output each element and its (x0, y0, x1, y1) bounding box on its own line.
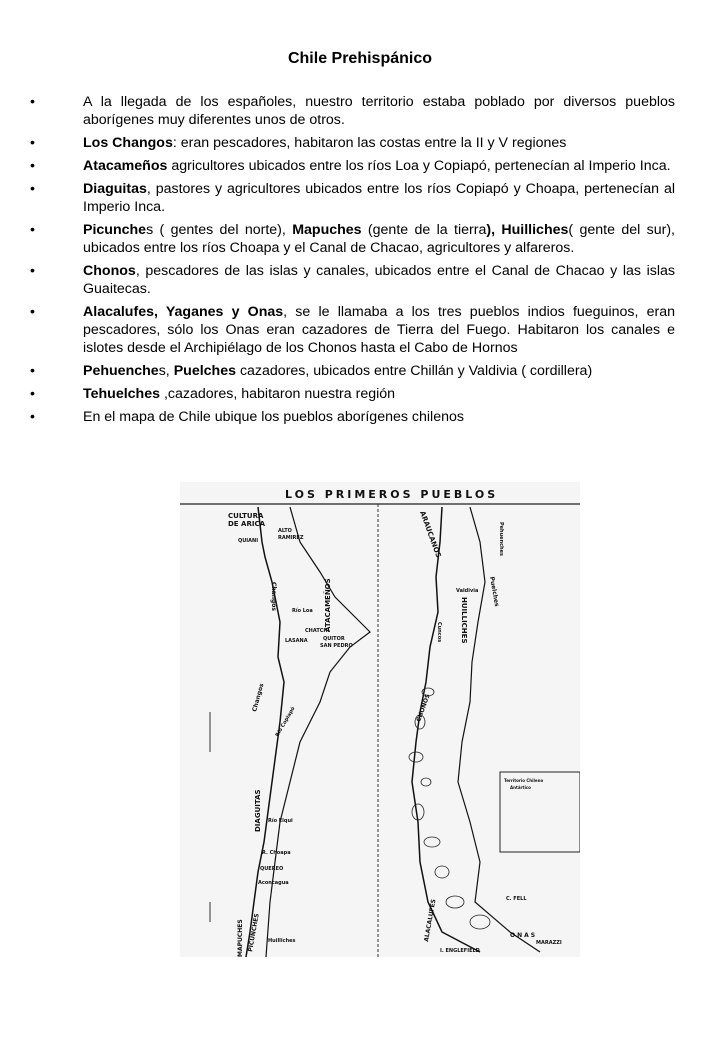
label-territorio: Territorio Chileno (504, 778, 544, 783)
label-atacamenos: ATACAMEÑOS (324, 578, 332, 632)
bullet-item (30, 93, 675, 129)
label-rio-loa: Río Loa (292, 608, 313, 614)
label-puelches: Puelches (488, 576, 501, 608)
label-chonos: CHONOS (415, 693, 432, 723)
label-huilliches-north: Huilliches (268, 938, 296, 944)
bold-text-run: Alacalufes, Yaganes y Onas (83, 304, 284, 320)
label-changos-1: Changos (270, 582, 277, 611)
label-mapuches: MAPUCHES (237, 919, 244, 957)
bullet-item (30, 408, 675, 426)
bullet-item (30, 134, 675, 152)
label-onas: ONAS (510, 932, 538, 939)
map-drawing (180, 482, 580, 957)
bullet-item (30, 180, 675, 216)
text-run: (gente de la tierra (361, 222, 487, 238)
label-r-choapa: R. Choapa (262, 850, 291, 856)
bold-text-run: Los Changos (83, 135, 173, 151)
label-antartico: Antártico (510, 785, 531, 790)
south-border (458, 507, 540, 952)
text-run: , se le llamaba a los tres pueblos indios fueguinos, eran pescadores, sólo los Onas eran cazadores de Tierra del Fuego. Habitaron los canales e islotes desde el Archipiélago de los Chonos hasta el Cabo de Hornos (83, 304, 675, 356)
bullet-list (30, 93, 675, 431)
map-header: LOS PRIMEROS PUEBLOS (285, 488, 499, 501)
north-labels (228, 512, 353, 957)
bullet-marker: • (30, 263, 35, 279)
label-picunches: PICUNCHES (247, 912, 261, 953)
bold-text-run: Pehuenche (83, 363, 159, 379)
bullet-marker: • (30, 158, 35, 174)
map-figure (180, 482, 580, 957)
label-rio-elqui: Río Elqui (268, 818, 293, 824)
label-de-arica: DE ARICA (228, 520, 265, 528)
label-rio-copiapo: Río Copiapó (274, 705, 297, 738)
bold-text-run: Chonos (83, 263, 136, 279)
text-run: agricultores ubicados entre los ríos Loa y Copiapó, pertenecían al Imperio Inca. (167, 158, 671, 174)
text-run: : eran pescadores, habitaron las costas entre la II y V regiones (172, 135, 567, 151)
bold-text-run: Tehuelches (83, 386, 161, 402)
label-changos-2: Changos (251, 682, 266, 713)
bullet-marker: • (30, 135, 35, 151)
bullet-item (30, 303, 675, 357)
bullet-marker: • (30, 409, 35, 425)
bullet-item (30, 362, 675, 380)
bold-text-run: Puelches (173, 363, 236, 379)
label-aconcagua: Aconcagua (258, 880, 289, 886)
label-huilliches-south: HUILLICHES (460, 597, 468, 644)
label-valdivia: Valdivia (456, 588, 479, 594)
bold-text-run: Atacameños (83, 158, 168, 174)
text-run: , pastores y agricultores ubicados entre los ríos Copiapó y Choapa, pertenecían al Imperio Inca. (83, 181, 675, 215)
label-quitor: QUITOR (323, 636, 345, 642)
text-run: s, (158, 363, 174, 379)
label-pehuenches: Pehuenches (498, 522, 504, 557)
bullet-item (30, 385, 675, 403)
text-run: s ( gentes del norte), (146, 222, 293, 238)
bullet-marker: • (30, 181, 35, 197)
label-araucanos: ARAUCANOS (418, 509, 443, 559)
bullet-item (30, 262, 675, 298)
text-run: , pescadores de las islas y canales, ubicados entre el Canal de Chacao y las islas Guaitecas. (83, 263, 675, 297)
page-title: Chile Prehispánico (287, 50, 433, 67)
bullet-marker: • (30, 304, 35, 320)
text-run: ( gente del sur), ubicados entre los ríos Choapa y el Canal de Chacao, agricultores y alfareros. (83, 222, 675, 256)
text-run: A la llegada de los españoles, nuestro territorio estaba poblado por diversos pueblos aborígenes muy diferentes unos de otros. (83, 94, 675, 128)
antarctic-inset (500, 772, 580, 852)
label-cultura: CULTURA (228, 512, 264, 520)
text-run: cazadores, ubicados entre Chillán y Valdivia ( cordillera) (236, 363, 593, 379)
bullet-marker: • (30, 222, 35, 238)
label-san-pedro: SAN PEDRO (320, 643, 353, 649)
bold-text-run: Mapuches (292, 222, 362, 238)
label-englefield: I. ENGLEFIELD (440, 948, 480, 954)
label-cuncos: Cuncos (436, 622, 442, 643)
label-quiani: QUIANI (238, 538, 259, 544)
label-quereo: QUEREO (260, 866, 284, 872)
bullet-item (30, 221, 675, 257)
bold-text-run: ), Huilliches (486, 222, 569, 238)
south-coastline (412, 507, 480, 952)
label-alto: ALTO (278, 528, 292, 534)
label-marazzi: MARAZZI (536, 940, 562, 946)
label-ramirez: RAMIREZ (278, 535, 304, 541)
label-lasana: LASANA (285, 638, 308, 644)
south-labels (415, 510, 562, 954)
bullet-item (30, 157, 675, 175)
label-chatchi: CHATCHI (305, 628, 330, 634)
south-islands (409, 688, 490, 929)
text-run: ,cazadores, habitaron nuestra región (160, 386, 396, 402)
bold-text-run: Diaguitas (83, 181, 147, 197)
label-alacalufes: ALACALUFES (423, 898, 438, 943)
bold-text-run: Picunche (83, 222, 147, 238)
bullet-marker: • (30, 363, 35, 379)
label-c-fell: C. FELL (506, 896, 527, 902)
label-diaguitas: DIAGUITAS (254, 789, 262, 832)
bullet-marker: • (30, 386, 35, 402)
text-run: En el mapa de Chile ubique los pueblos aborígenes chilenos (83, 409, 464, 425)
bullet-marker: • (30, 94, 35, 110)
